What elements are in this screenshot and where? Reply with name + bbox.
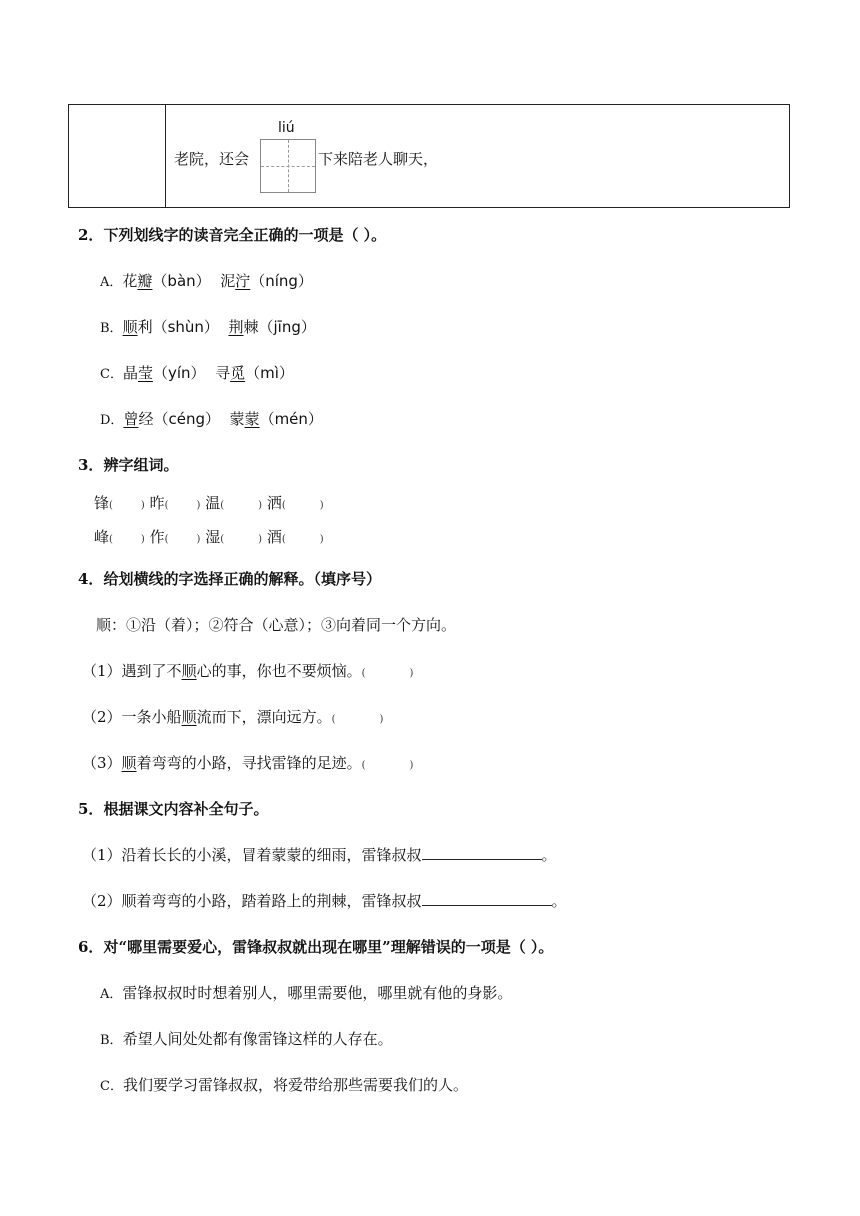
q2-option-c[interactable]: C．晶莹（yín） 寻觅（mì） <box>100 364 294 382</box>
q4-item-1: （1）遇到了不顺心的事，你也不要烦恼。( ) <box>82 662 414 680</box>
q3-title: 3．辨字组词。 <box>78 456 179 474</box>
q2-title: 2．下列划线字的读音完全正确的一项是（ ）。 <box>78 226 387 244</box>
q5-blank[interactable] <box>422 891 552 906</box>
q3-char: 酒 <box>266 528 282 546</box>
q2-option-b[interactable]: B．顺利（shùn） 荆棘（jīng） <box>100 318 316 336</box>
q3-char: 锋 <box>94 494 110 512</box>
tianzige-box[interactable] <box>260 139 316 193</box>
q3-row-1: 锋( ) 昨( ) 温( ) 洒( ) <box>94 494 324 512</box>
q3-char: 峰 <box>94 528 110 546</box>
q6-option-c[interactable]: C．我们要学习雷锋叔叔，将爱带给那些需要我们的人。 <box>100 1076 468 1094</box>
q4-definition: 顺：①沿（着）；②符合（心意）；③向着同一个方向。 <box>96 616 457 634</box>
q2-option-a[interactable]: A．花瓣（bàn） 泥泞（níng） <box>100 272 313 290</box>
table-text-after: 下来陪老人聊天， <box>318 150 439 168</box>
q6-option-a[interactable]: A．雷锋叔叔时时想着别人，哪里需要他，哪里就有他的身影。 <box>100 984 513 1002</box>
q4-item-3: （3）顺着弯弯的小路，寻找雷锋的足迹。( ) <box>82 754 414 772</box>
q3-char: 作 <box>149 528 165 546</box>
table-text-before: 老院，还会 <box>174 150 250 168</box>
q5-item-2: （2）顺着弯弯的小路，踏着路上的荆棘，雷锋叔叔 。 <box>82 892 567 910</box>
table-divider <box>165 105 166 207</box>
q5-title: 5．根据课文内容补全句子。 <box>78 800 269 818</box>
q3-char: 洒 <box>266 494 282 512</box>
pinyin-hint: liú <box>278 120 295 136</box>
q4-item-2: （2）一条小船顺流而下，漂向远方。( ) <box>82 708 384 726</box>
q3-char: 昨 <box>149 494 165 512</box>
q2-option-d[interactable]: D．曾经（céng） 蒙蒙（mén） <box>100 410 323 428</box>
q5-item-1: （1）沿着长长的小溪，冒着蒙蒙的细雨，雷锋叔叔 。 <box>82 846 557 864</box>
q4-title: 4．给划横线的字选择正确的解释。（填序号） <box>78 570 381 588</box>
q6-title: 6．对“哪里需要爱心，雷锋叔叔就出现在哪里”理解错误的一项是（ ）。 <box>78 938 554 956</box>
q3-row-2: 峰( ) 作( ) 湿( ) 酒( ) <box>94 528 324 546</box>
q5-blank[interactable] <box>422 845 542 860</box>
q6-option-b[interactable]: B．希望人间处处都有像雷锋这样的人存在。 <box>100 1030 393 1048</box>
q3-char: 湿 <box>205 528 221 546</box>
q3-char: 温 <box>205 494 221 512</box>
